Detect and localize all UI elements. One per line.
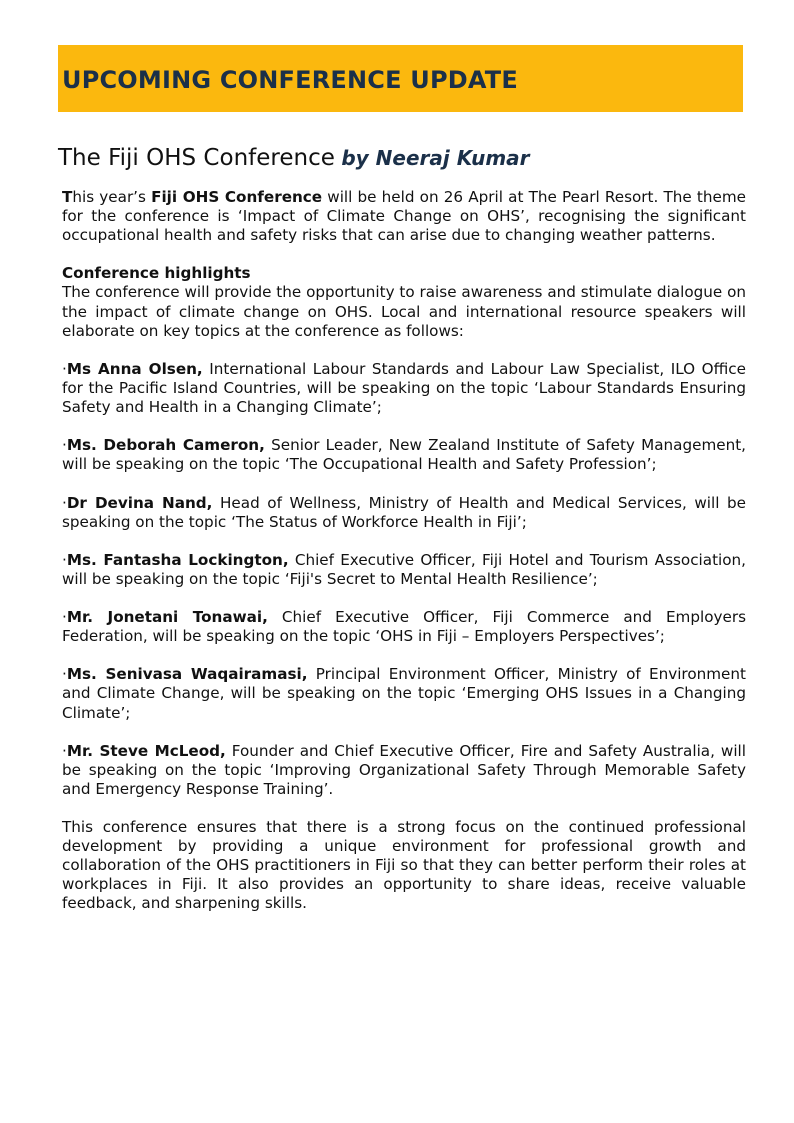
- speaker-details: Founder and Chief Executive Officer, Fire and Safety Australia, will be speaking on the topic ‘Improving Organizational Safety Through Memorable Safety and Emergency Response Training’.: [62, 741, 746, 798]
- bullet-dot: ·: [62, 665, 67, 684]
- speaker-name: Mr. Jonetani Tonawai,: [66, 608, 268, 627]
- intro-strong-text: Fiji OHS Conference: [151, 188, 323, 206]
- intro-paragraph: [62, 188, 746, 245]
- speaker-item: [62, 551, 746, 589]
- speaker-item: [62, 608, 746, 646]
- speaker-item: [62, 436, 746, 474]
- speaker-name: Ms. Fantasha Lockington,: [66, 550, 289, 569]
- intro-dropcap: T: [62, 188, 73, 206]
- highlights-heading: Conference highlights: [62, 264, 251, 283]
- article-headline: [58, 145, 530, 171]
- speaker-name: Ms. Deborah Cameron,: [66, 436, 265, 455]
- speaker-item: [62, 665, 746, 722]
- speaker-name: Mr. Steve McLeod,: [66, 741, 226, 760]
- speaker-details: Head of Wellness, Ministry of Health and Medical Services, will be speaking on the topic ‘The Status of Workforce Health in Fiji’;: [62, 493, 746, 531]
- speaker-item: [62, 360, 746, 417]
- bullet-dot: ·: [62, 741, 67, 760]
- speaker-name: Ms. Senivasa Waqairamasi,: [66, 665, 308, 684]
- intro-text-start: his year’s: [72, 188, 152, 206]
- speaker-item: [62, 494, 746, 532]
- bullet-dot: ·: [62, 436, 67, 455]
- highlights-paragraph: The conference will provide the opportunity to raise awareness and stimulate dialogue on the impact of climate change on OHS. Local and international resource speakers will elaborate on key topics at the conference as follows:: [62, 283, 746, 340]
- speaker-name: Dr Devina Nand,: [66, 493, 213, 512]
- speaker-details: Chief Executive Officer, Fiji Commerce and Employers Federation, will be speaking on the topic ‘OHS in Fiji – Employers Perspectives’;: [62, 608, 746, 646]
- bullet-dot: ·: [62, 608, 67, 627]
- article-title: The Fiji OHS Conference: [58, 145, 335, 171]
- bullet-dot: ·: [62, 550, 67, 569]
- bullet-dot: ·: [62, 493, 67, 512]
- speaker-details: Senior Leader, New Zealand Institute of Safety Management, will be speaking on the topic ‘The Occupational Health and Safety Profession’;: [62, 436, 746, 474]
- banner-title: UPCOMING CONFERENCE UPDATE: [62, 65, 518, 94]
- article-byline: by Neeraj Kumar: [341, 146, 530, 170]
- bullet-dot: ·: [62, 359, 67, 378]
- speaker-details: International Labour Standards and Labour Law Specialist, ILO Office for the Pacific Island Countries, will be speaking on the topic ‘Labour Standards Ensuring Safety and Health in a Changing Climate’;: [62, 359, 747, 417]
- speaker-item: [62, 742, 746, 799]
- update-banner: [58, 45, 743, 112]
- intro-text-end: will be held on 26 April at The Pearl Resort. The theme for the conference is ‘Impact of Climate Change on OHS’, recognising the significant occupational health and safety risks that can arise due to changing weather patterns.: [62, 188, 746, 245]
- article-body: [62, 188, 746, 933]
- speaker-details: Principal Environment Officer, Ministry of Environment and Climate Change, will be speaking on the topic ‘Emerging OHS Issues in a Changing Climate’;: [62, 665, 746, 722]
- highlights-heading-line: [62, 264, 746, 283]
- speaker-name: Ms Anna Olsen,: [66, 359, 203, 378]
- closing-paragraph: This conference ensures that there is a strong focus on the continued professional development by providing a unique environment for professional growth and collaboration of the OHS practitioners in Fiji so that they can better perform their roles at workplaces in Fiji. It also provides an opportunity to share ideas, receive valuable feedback, and sharpening skills.: [62, 818, 746, 913]
- speaker-details: Chief Executive Officer, Fiji Hotel and Tourism Association, will be speaking on the topic ‘Fiji's Secret to Mental Health Resilience’;: [62, 550, 746, 588]
